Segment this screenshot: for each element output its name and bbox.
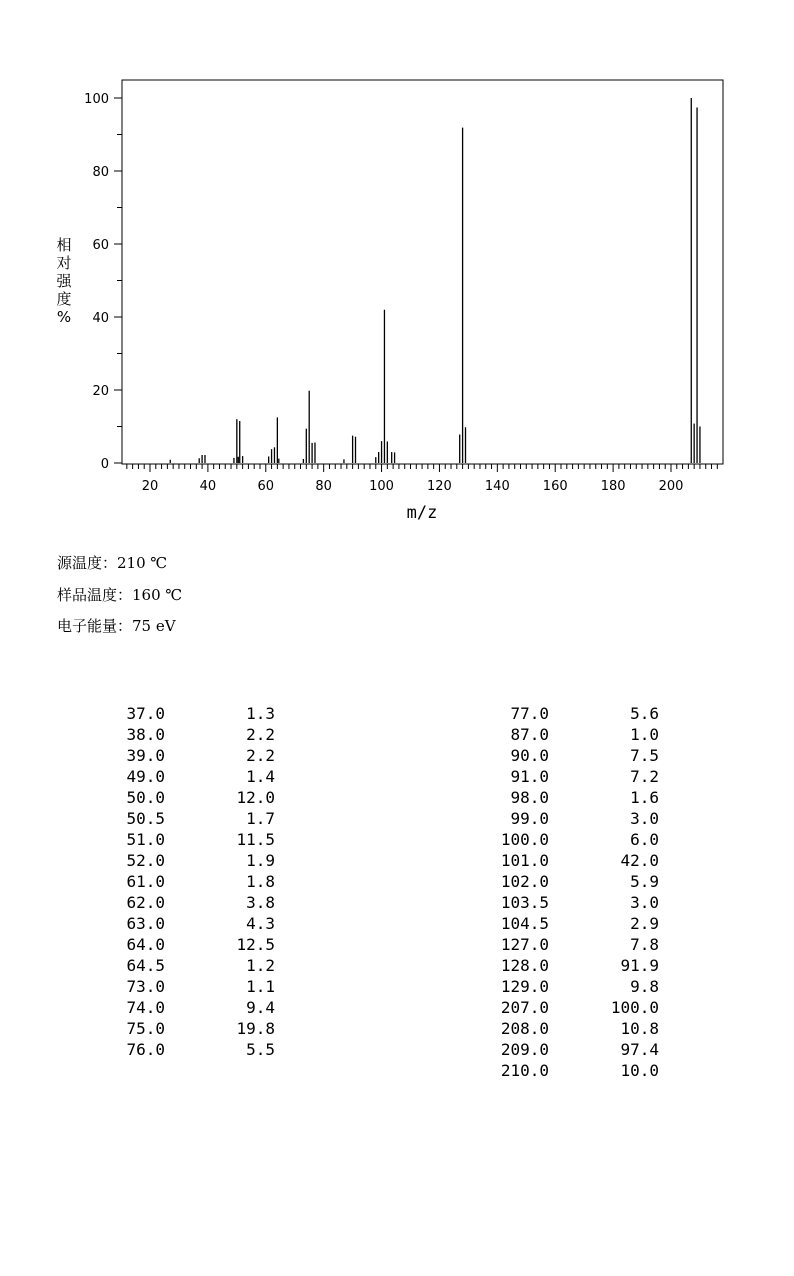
x-tick-label: 120 (427, 479, 452, 494)
mz-cell: 52.0 (126, 851, 165, 870)
y-axis-label-char: 度 (56, 290, 72, 308)
mz-cell: 209.0 (500, 1040, 549, 1059)
intensity-cell: 1.2 (246, 956, 275, 975)
mz-cell: 38.0 (126, 725, 165, 744)
intensity-cell: 12.0 (236, 788, 275, 807)
y-tick-label: 20 (92, 384, 109, 399)
peak-series (170, 98, 700, 463)
intensity-cell: 3.8 (246, 893, 275, 912)
x-tick-label: 140 (484, 479, 510, 494)
mz-cell: 90.0 (510, 746, 549, 765)
mz-cell: 129.0 (500, 977, 549, 996)
y-axis-label-char: 对 (56, 254, 72, 272)
table-row (480, 976, 659, 997)
table-row (480, 892, 659, 913)
mz-cell: 208.0 (500, 1019, 549, 1038)
mz-cell: 50.5 (126, 809, 165, 828)
table-row (110, 787, 275, 808)
mz-cell: 127.0 (500, 935, 549, 954)
intensity-cell: 1.0 (630, 725, 659, 744)
mz-cell: 73.0 (126, 977, 165, 996)
x-tick-label: 160 (542, 479, 568, 494)
mz-cell: 102.0 (500, 872, 549, 891)
table-row (480, 703, 659, 724)
mz-cell: 101.0 (500, 851, 549, 870)
y-tick-label: 100 (84, 92, 109, 107)
table-row (110, 766, 275, 787)
x-axis-label: m/z (406, 503, 438, 523)
intensity-cell: 5.9 (630, 872, 659, 891)
mz-cell: 87.0 (510, 725, 549, 744)
table-row (480, 829, 659, 850)
table-row (110, 892, 275, 913)
intensity-cell: 10.8 (620, 1019, 659, 1038)
table-row (110, 934, 275, 955)
x-tick-label: 40 (199, 479, 217, 494)
mz-cell: 210.0 (500, 1061, 549, 1080)
intensity-cell: 7.5 (630, 746, 659, 765)
table-row (480, 997, 659, 1018)
table-row (110, 1018, 275, 1039)
plot-frame (122, 80, 723, 464)
peak-table-left (110, 703, 275, 1060)
mz-cell: 91.0 (510, 767, 549, 786)
table-row (480, 1018, 659, 1039)
table-row (110, 703, 275, 724)
mz-cell: 207.0 (500, 998, 549, 1017)
y-axis-label (56, 236, 72, 326)
table-row (110, 745, 275, 766)
intensity-cell: 1.8 (246, 872, 275, 891)
mz-cell: 76.0 (126, 1040, 165, 1059)
mz-cell: 37.0 (126, 704, 165, 723)
mz-cell: 75.0 (126, 1019, 165, 1038)
intensity-cell: 12.5 (236, 935, 275, 954)
y-tick-label: 40 (92, 311, 109, 326)
intensity-cell: 2.9 (630, 914, 659, 933)
mz-cell: 77.0 (510, 704, 549, 723)
y-axis-label-char: 强 (56, 272, 72, 290)
x-tick-label: 60 (257, 479, 275, 494)
intensity-cell: 7.2 (630, 767, 659, 786)
mz-cell: 103.5 (500, 893, 549, 912)
mz-cell: 104.5 (500, 914, 549, 933)
table-row (480, 850, 659, 871)
table-row (480, 808, 659, 829)
table-row (110, 976, 275, 997)
table-row (110, 1039, 275, 1060)
x-tick-label: 80 (315, 479, 332, 494)
x-tick-label: 180 (600, 479, 626, 494)
table-row (110, 913, 275, 934)
intensity-cell: 4.3 (246, 914, 275, 933)
intensity-cell: 3.0 (630, 893, 659, 912)
y-axis-label-char: 相 (56, 236, 72, 254)
source-temperature: 源温度：210 ℃ (57, 554, 168, 572)
table-row (480, 1039, 659, 1060)
table-row (480, 913, 659, 934)
intensity-cell: 2.2 (246, 746, 275, 765)
x-tick-label: 200 (658, 479, 684, 494)
intensity-cell: 3.0 (630, 809, 659, 828)
x-tick-label: 20 (141, 479, 159, 494)
mass-spectrum-chart (0, 0, 794, 540)
table-row (480, 787, 659, 808)
table-row (480, 1060, 659, 1081)
mz-cell: 62.0 (126, 893, 165, 912)
intensity-cell: 5.5 (246, 1040, 275, 1059)
table-row (110, 997, 275, 1018)
mz-cell: 74.0 (126, 998, 165, 1017)
table-row (110, 850, 275, 871)
intensity-cell: 5.6 (630, 704, 659, 723)
intensity-cell: 1.1 (246, 977, 275, 996)
mz-cell: 51.0 (126, 830, 165, 849)
y-tick-label: 60 (92, 238, 109, 253)
electron-energy: 电子能量：75 eV (57, 617, 176, 635)
table-row (110, 871, 275, 892)
table-row (110, 724, 275, 745)
intensity-cell: 19.8 (236, 1019, 275, 1038)
table-row (480, 745, 659, 766)
mz-cell: 50.0 (126, 788, 165, 807)
table-row (110, 955, 275, 976)
intensity-cell: 6.0 (630, 830, 659, 849)
intensity-cell: 11.5 (236, 830, 275, 849)
axes (84, 80, 723, 494)
table-row (110, 808, 275, 829)
intensity-cell: 1.7 (246, 809, 275, 828)
mz-cell: 64.0 (126, 935, 165, 954)
intensity-cell: 42.0 (620, 851, 659, 870)
mz-cell: 39.0 (126, 746, 165, 765)
intensity-cell: 10.0 (620, 1061, 659, 1080)
intensity-cell: 1.4 (246, 767, 275, 786)
y-tick-label: 0 (100, 457, 109, 472)
intensity-cell: 9.4 (246, 998, 275, 1017)
intensity-cell: 97.4 (620, 1040, 659, 1059)
intensity-cell: 2.2 (246, 725, 275, 744)
mz-cell: 99.0 (510, 809, 549, 828)
table-row (480, 766, 659, 787)
intensity-cell: 1.6 (630, 788, 659, 807)
intensity-cell: 9.8 (630, 977, 659, 996)
x-tick-label: 100 (369, 479, 394, 494)
mz-cell: 98.0 (510, 788, 549, 807)
intensity-cell: 1.3 (246, 704, 275, 723)
mz-cell: 100.0 (500, 830, 549, 849)
y-tick-label: 80 (92, 165, 109, 180)
mz-cell: 49.0 (126, 767, 165, 786)
peak-table-right (480, 703, 659, 1081)
intensity-cell: 100.0 (610, 998, 659, 1017)
table-row (480, 871, 659, 892)
mz-cell: 128.0 (500, 956, 549, 975)
mz-cell: 63.0 (126, 914, 165, 933)
table-row (480, 955, 659, 976)
y-axis-label-char: % (56, 308, 72, 326)
sample-temperature: 样品温度：160 ℃ (57, 586, 183, 604)
table-row (480, 724, 659, 745)
intensity-cell: 91.9 (620, 956, 659, 975)
table-row (480, 934, 659, 955)
mz-cell: 64.5 (126, 956, 165, 975)
intensity-cell: 1.9 (246, 851, 275, 870)
mz-cell: 61.0 (126, 872, 165, 891)
intensity-cell: 7.8 (630, 935, 659, 954)
table-row (110, 829, 275, 850)
